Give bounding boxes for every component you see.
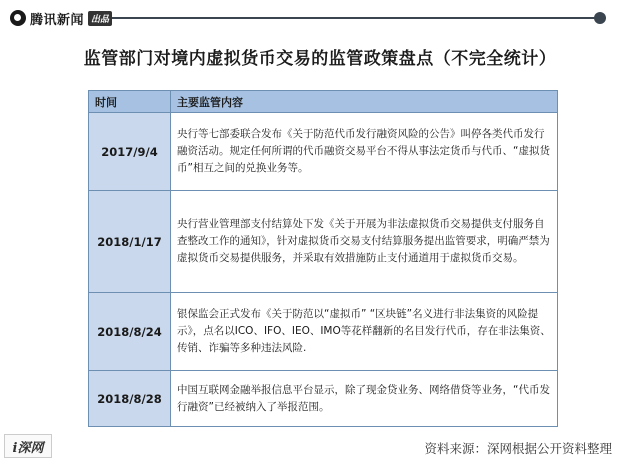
brand: [10, 9, 112, 27]
watermark-logo: i深网: [4, 434, 52, 458]
table-header-row: [89, 91, 558, 113]
row-date: 2017/9/4: [89, 113, 171, 191]
header-divider: [112, 17, 596, 19]
row-date: 2018/8/28: [89, 371, 171, 427]
brand-name: 腾讯新闻: [30, 12, 85, 28]
row-date: 2018/1/17: [89, 191, 171, 293]
page-title: 监管部门对境内虚拟货币交易的监管政策盘点（不完全统计）: [83, 49, 557, 69]
brand-tag: 出品: [88, 11, 112, 26]
table-row: [89, 113, 558, 191]
table-row: [89, 371, 558, 427]
row-content: 央行营业管理部支付结算处下发《关于开展为非法虚拟货币交易提供支付服务自查整改工作的通知》，针对虚拟货币交易支付结算服务提出监管要求，明确严禁为虚拟货币交易提供服务，并采取有效措施防止支付通道用于虚拟货币交易。: [171, 191, 558, 293]
column-header-content: 主要监管内容: [171, 91, 558, 113]
header: [0, 0, 640, 34]
table-row: [89, 191, 558, 293]
row-date: 2018/8/24: [89, 293, 171, 371]
row-content: 央行等七部委联合发布《关于防范代币发行融资风险的公告》叫停各类代币发行融资活动。规定任何所谓的代币融资交易平台不得从事法定货币与代币、“虚拟货币”相互之间的兑换业务等。: [171, 113, 558, 191]
column-header-time: 时间: [89, 91, 171, 113]
tencent-news-logo-icon: [10, 10, 26, 26]
header-dot: [594, 12, 606, 24]
policy-table: [88, 90, 558, 427]
row-content: 银保监会正式发布《关于防范以“虚拟币” “区块链”名义进行非法集资的风险提示》，点名以ICO、IFO、IEO、IMO等花样翻新的名目发行代币，存在非法集资、传销、诈骗等多种违法风险.: [171, 293, 558, 371]
table-row: [89, 293, 558, 371]
source-note: 资料来源：深网根据公开资料整理: [424, 441, 612, 456]
row-content: 中国互联网金融举报信息平台显示，除了现金贷业务、网络借贷等业务，“代币发行融资”已经被纳入了举报范围。: [171, 371, 558, 427]
